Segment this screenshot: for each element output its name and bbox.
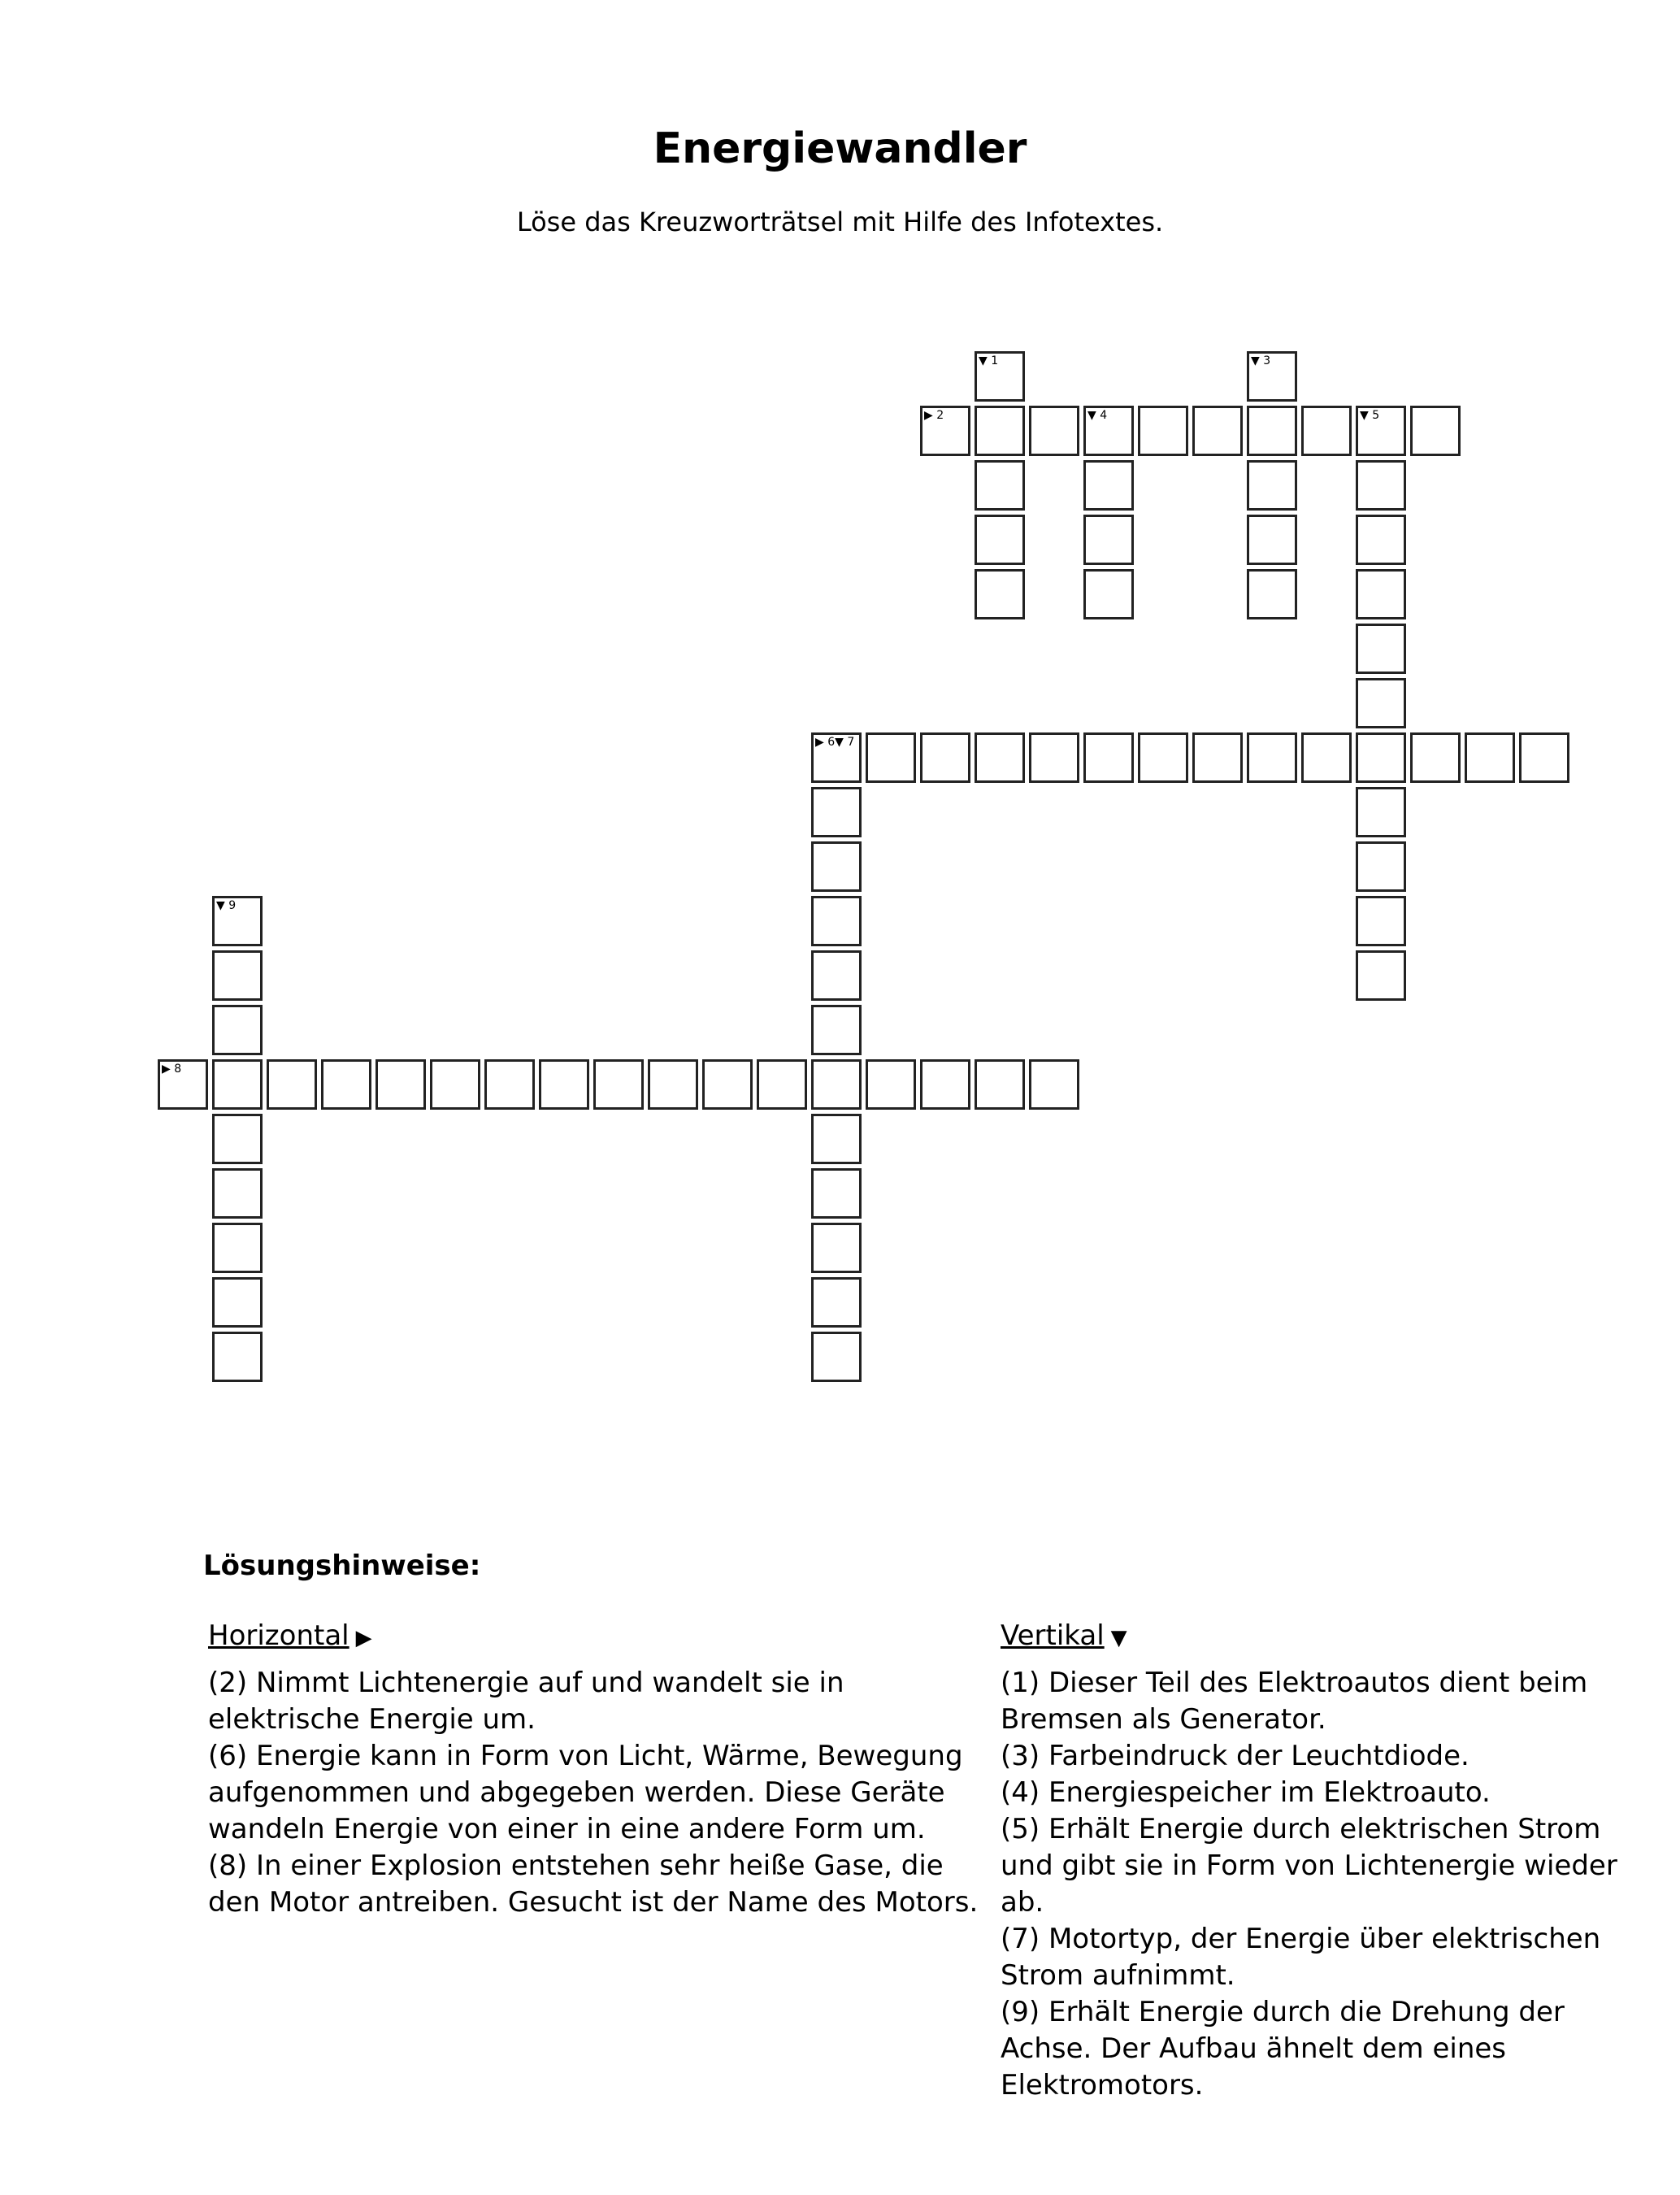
grid-cell[interactable]	[1247, 732, 1297, 783]
grid-cell[interactable]	[1029, 732, 1079, 783]
grid-cell[interactable]	[1356, 787, 1406, 837]
grid-cell[interactable]	[1247, 406, 1297, 456]
grid-cell[interactable]	[811, 841, 862, 892]
clue-4: (4) Energiespeicher im Elektroauto.	[1001, 1776, 1491, 1809]
grid-cell[interactable]	[1356, 624, 1406, 674]
grid-cell[interactable]	[1192, 732, 1243, 783]
clue-5: (5) Erhält Energie durch elektrischen Strom und gibt sie in Form von Lichtenergie wieder ab.	[1001, 1813, 1617, 1919]
grid-cell[interactable]	[376, 1059, 426, 1110]
grid-cell[interactable]	[158, 1059, 208, 1110]
arrow-down-icon: ▼	[1110, 1626, 1127, 1650]
grid-cell[interactable]	[1301, 732, 1352, 783]
grid-cell[interactable]	[811, 1114, 862, 1164]
grid-cell[interactable]	[1410, 732, 1461, 783]
grid-cell[interactable]	[811, 1005, 862, 1055]
grid-cell[interactable]	[1029, 406, 1079, 456]
grid-cell[interactable]	[1356, 841, 1406, 892]
grid-cell[interactable]	[1410, 406, 1461, 456]
vertical-heading	[1001, 1618, 1634, 1657]
grid-cell[interactable]	[1083, 732, 1134, 783]
instructions: Löse das Kreuzworträtsel mit Hilfe des Infotextes.	[516, 206, 1164, 237]
clue-number: ▼ 9	[216, 899, 237, 912]
grid-cell[interactable]	[1083, 515, 1134, 565]
grid-cell[interactable]	[866, 1059, 916, 1110]
grid-cell[interactable]	[212, 950, 263, 1001]
clue-number: ▼ 1	[979, 354, 999, 367]
page-title: Energiewandler	[653, 124, 1027, 173]
grid-cell[interactable]	[267, 1059, 317, 1110]
grid-cell[interactable]	[811, 1059, 862, 1110]
grid-cell[interactable]	[811, 1223, 862, 1273]
grid-cell[interactable]	[811, 1168, 862, 1219]
grid-cell[interactable]	[975, 1059, 1025, 1110]
clue-1: (1) Dieser Teil des Elektroautos dient beim Bremsen als Generator.	[1001, 1667, 1588, 1736]
horizontal-heading	[208, 1618, 988, 1657]
grid-cell[interactable]	[811, 1277, 862, 1328]
grid-cell[interactable]	[975, 515, 1025, 565]
grid-cell[interactable]	[1247, 460, 1297, 511]
grid-cell[interactable]	[975, 351, 1025, 402]
grid-cell[interactable]	[484, 1059, 535, 1110]
clue-number: ▼ 4	[1087, 409, 1108, 422]
grid-cell[interactable]	[920, 1059, 970, 1110]
grid-cell[interactable]	[1029, 1059, 1079, 1110]
grid-cell[interactable]	[975, 460, 1025, 511]
grid-cell[interactable]	[593, 1059, 644, 1110]
grid-cell[interactable]	[1356, 950, 1406, 1001]
grid-cell[interactable]	[212, 1168, 263, 1219]
grid-cell[interactable]	[975, 732, 1025, 783]
clue-number: ▶ 2	[924, 409, 944, 422]
clue-9: (9) Erhält Energie durch die Drehung der Achse. Der Aufbau ähnelt dem eines Elektromotors.	[1001, 1996, 1565, 2102]
grid-cell[interactable]	[975, 406, 1025, 456]
grid-cell[interactable]	[866, 732, 916, 783]
grid-cell[interactable]	[212, 896, 263, 946]
clue-6: (6) Energie kann in Form von Licht, Wärme, Bewegung aufgenommen und abgegeben werden. Diese Geräte wandeln Energie von einer in eine andere Form um.	[208, 1740, 963, 1845]
grid-cell[interactable]	[1356, 515, 1406, 565]
grid-cell[interactable]	[1138, 406, 1188, 456]
clue-number: ▼ 5	[1360, 409, 1380, 422]
grid-cell[interactable]	[920, 406, 970, 456]
clues-vertical	[1001, 1618, 1634, 2104]
grid-cell[interactable]	[1247, 569, 1297, 619]
grid-cell[interactable]	[1356, 732, 1406, 783]
clue-3: (3) Farbeindruck der Leuchtdiode.	[1001, 1740, 1469, 1772]
grid-cell[interactable]	[1083, 569, 1134, 619]
clue-number: ▶ 6▼ 7	[815, 736, 855, 749]
grid-cell[interactable]	[920, 732, 970, 783]
grid-cell[interactable]	[1247, 515, 1297, 565]
grid-cell[interactable]	[1356, 569, 1406, 619]
grid-cell[interactable]	[1356, 896, 1406, 946]
arrow-right-icon: ▶	[355, 1626, 372, 1650]
grid-cell[interactable]	[212, 1277, 263, 1328]
vertical-label: Vertikal	[1001, 1619, 1105, 1652]
grid-cell[interactable]	[811, 1332, 862, 1382]
grid-cell[interactable]	[212, 1059, 263, 1110]
grid-cell[interactable]	[539, 1059, 589, 1110]
grid-cell[interactable]	[1356, 460, 1406, 511]
grid-cell[interactable]	[1083, 460, 1134, 511]
grid-cell[interactable]	[702, 1059, 753, 1110]
hints-title: Lösungshinweise:	[203, 1550, 481, 1582]
clue-8: (8) In einer Explosion entstehen sehr heiße Gase, die den Motor antreiben. Gesucht ist der Name des Motors.	[208, 1849, 979, 1919]
grid-cell[interactable]	[212, 1223, 263, 1273]
horizontal-label: Horizontal	[208, 1619, 349, 1652]
grid-cell[interactable]	[1083, 406, 1134, 456]
grid-cell[interactable]	[212, 1332, 263, 1382]
clue-7: (7) Motortyp, der Energie über elektrischen Strom aufnimmt.	[1001, 1923, 1601, 1992]
grid-cell[interactable]	[1247, 351, 1297, 402]
grid-cell[interactable]	[811, 732, 862, 783]
clues-horizontal	[208, 1618, 988, 1921]
grid-cell[interactable]	[1356, 678, 1406, 728]
grid-cell[interactable]	[757, 1059, 807, 1110]
grid-cell[interactable]	[212, 1005, 263, 1055]
grid-cell[interactable]	[975, 569, 1025, 619]
grid-cell[interactable]	[212, 1114, 263, 1164]
clue-2: (2) Nimmt Lichtenergie auf und wandelt sie in elektrische Energie um.	[208, 1667, 844, 1736]
grid-cell[interactable]	[1192, 406, 1243, 456]
grid-cell[interactable]	[1301, 406, 1352, 456]
grid-cell[interactable]	[1465, 732, 1515, 783]
grid-cell[interactable]	[430, 1059, 480, 1110]
grid-cell[interactable]	[811, 950, 862, 1001]
grid-cell[interactable]	[1519, 732, 1569, 783]
grid-cell[interactable]	[1356, 406, 1406, 456]
grid-cell[interactable]	[811, 787, 862, 837]
clue-number: ▼ 3	[1251, 354, 1271, 367]
grid-cell[interactable]	[811, 896, 862, 946]
grid-cell[interactable]	[321, 1059, 371, 1110]
clue-number: ▶ 8	[162, 1063, 182, 1076]
grid-cell[interactable]	[648, 1059, 698, 1110]
grid-cell[interactable]	[1138, 732, 1188, 783]
